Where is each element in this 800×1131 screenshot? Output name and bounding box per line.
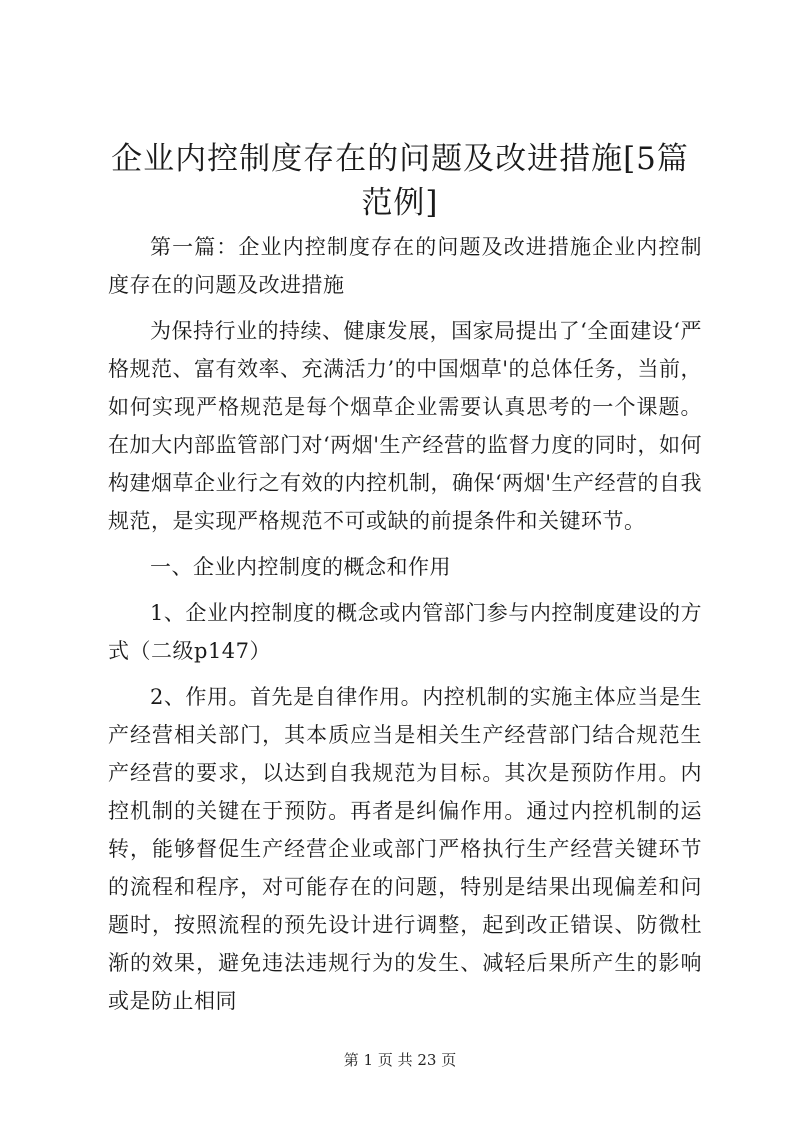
document-body <box>108 228 702 1028</box>
paragraph-function: 2、作用。首先是自律作用。内控机制的实施主体应当是生产经营相关部门，其本质应当是相关生产经营部门结合规范生产经营的要求，以达到自我规范为目标。其次是预防作用。内控机制的关键在于预防。再者是纠偏作用。通过内控机制的运转，能够督促生产经营企业或部门严格执行生产经营关键环节的流程和程序，对可能存在的问题，特别是结果出现偏差和问题时，按照流程的预先设计进行调整，起到改正错误、防微杜渐的效果，避免违法违规行为的发生、减轻后果所产生的影响或是防止相同 <box>108 685 702 1013</box>
paragraph-background: 为保持行业的持续、健康发展，国家局提出了‘全面建设‘严格规范、富有效率、充满活力’的中国烟草'的总体任务，当前，如何实现严格规范是每个烟草企业需要认真思考的一个课题。在加大内部监管部门对‘两烟'生产经营的监督力度的同时，如何构建烟草企业行之有效的内控机制，确保‘两烟'生产经营的自我规范，是实现严格规范不可或缺的前提条件和关键环节。 <box>108 319 702 533</box>
page-number-footer: 第 1 页 共 23 页 <box>343 1051 457 1069</box>
paragraph-concept: 1、企业内控制度的概念或内管部门参与内控制度建设的方式（二级p147） <box>108 601 702 663</box>
section-heading: 一、企业内控制度的概念和作用 <box>150 555 451 579</box>
paragraph-intro: 第一篇：企业内控制度存在的问题及改进措施企业内控制度存在的问题及改进措施 <box>108 235 702 297</box>
document-title: 企业内控制度存在的问题及改进措施[5篇范例] <box>111 141 689 221</box>
